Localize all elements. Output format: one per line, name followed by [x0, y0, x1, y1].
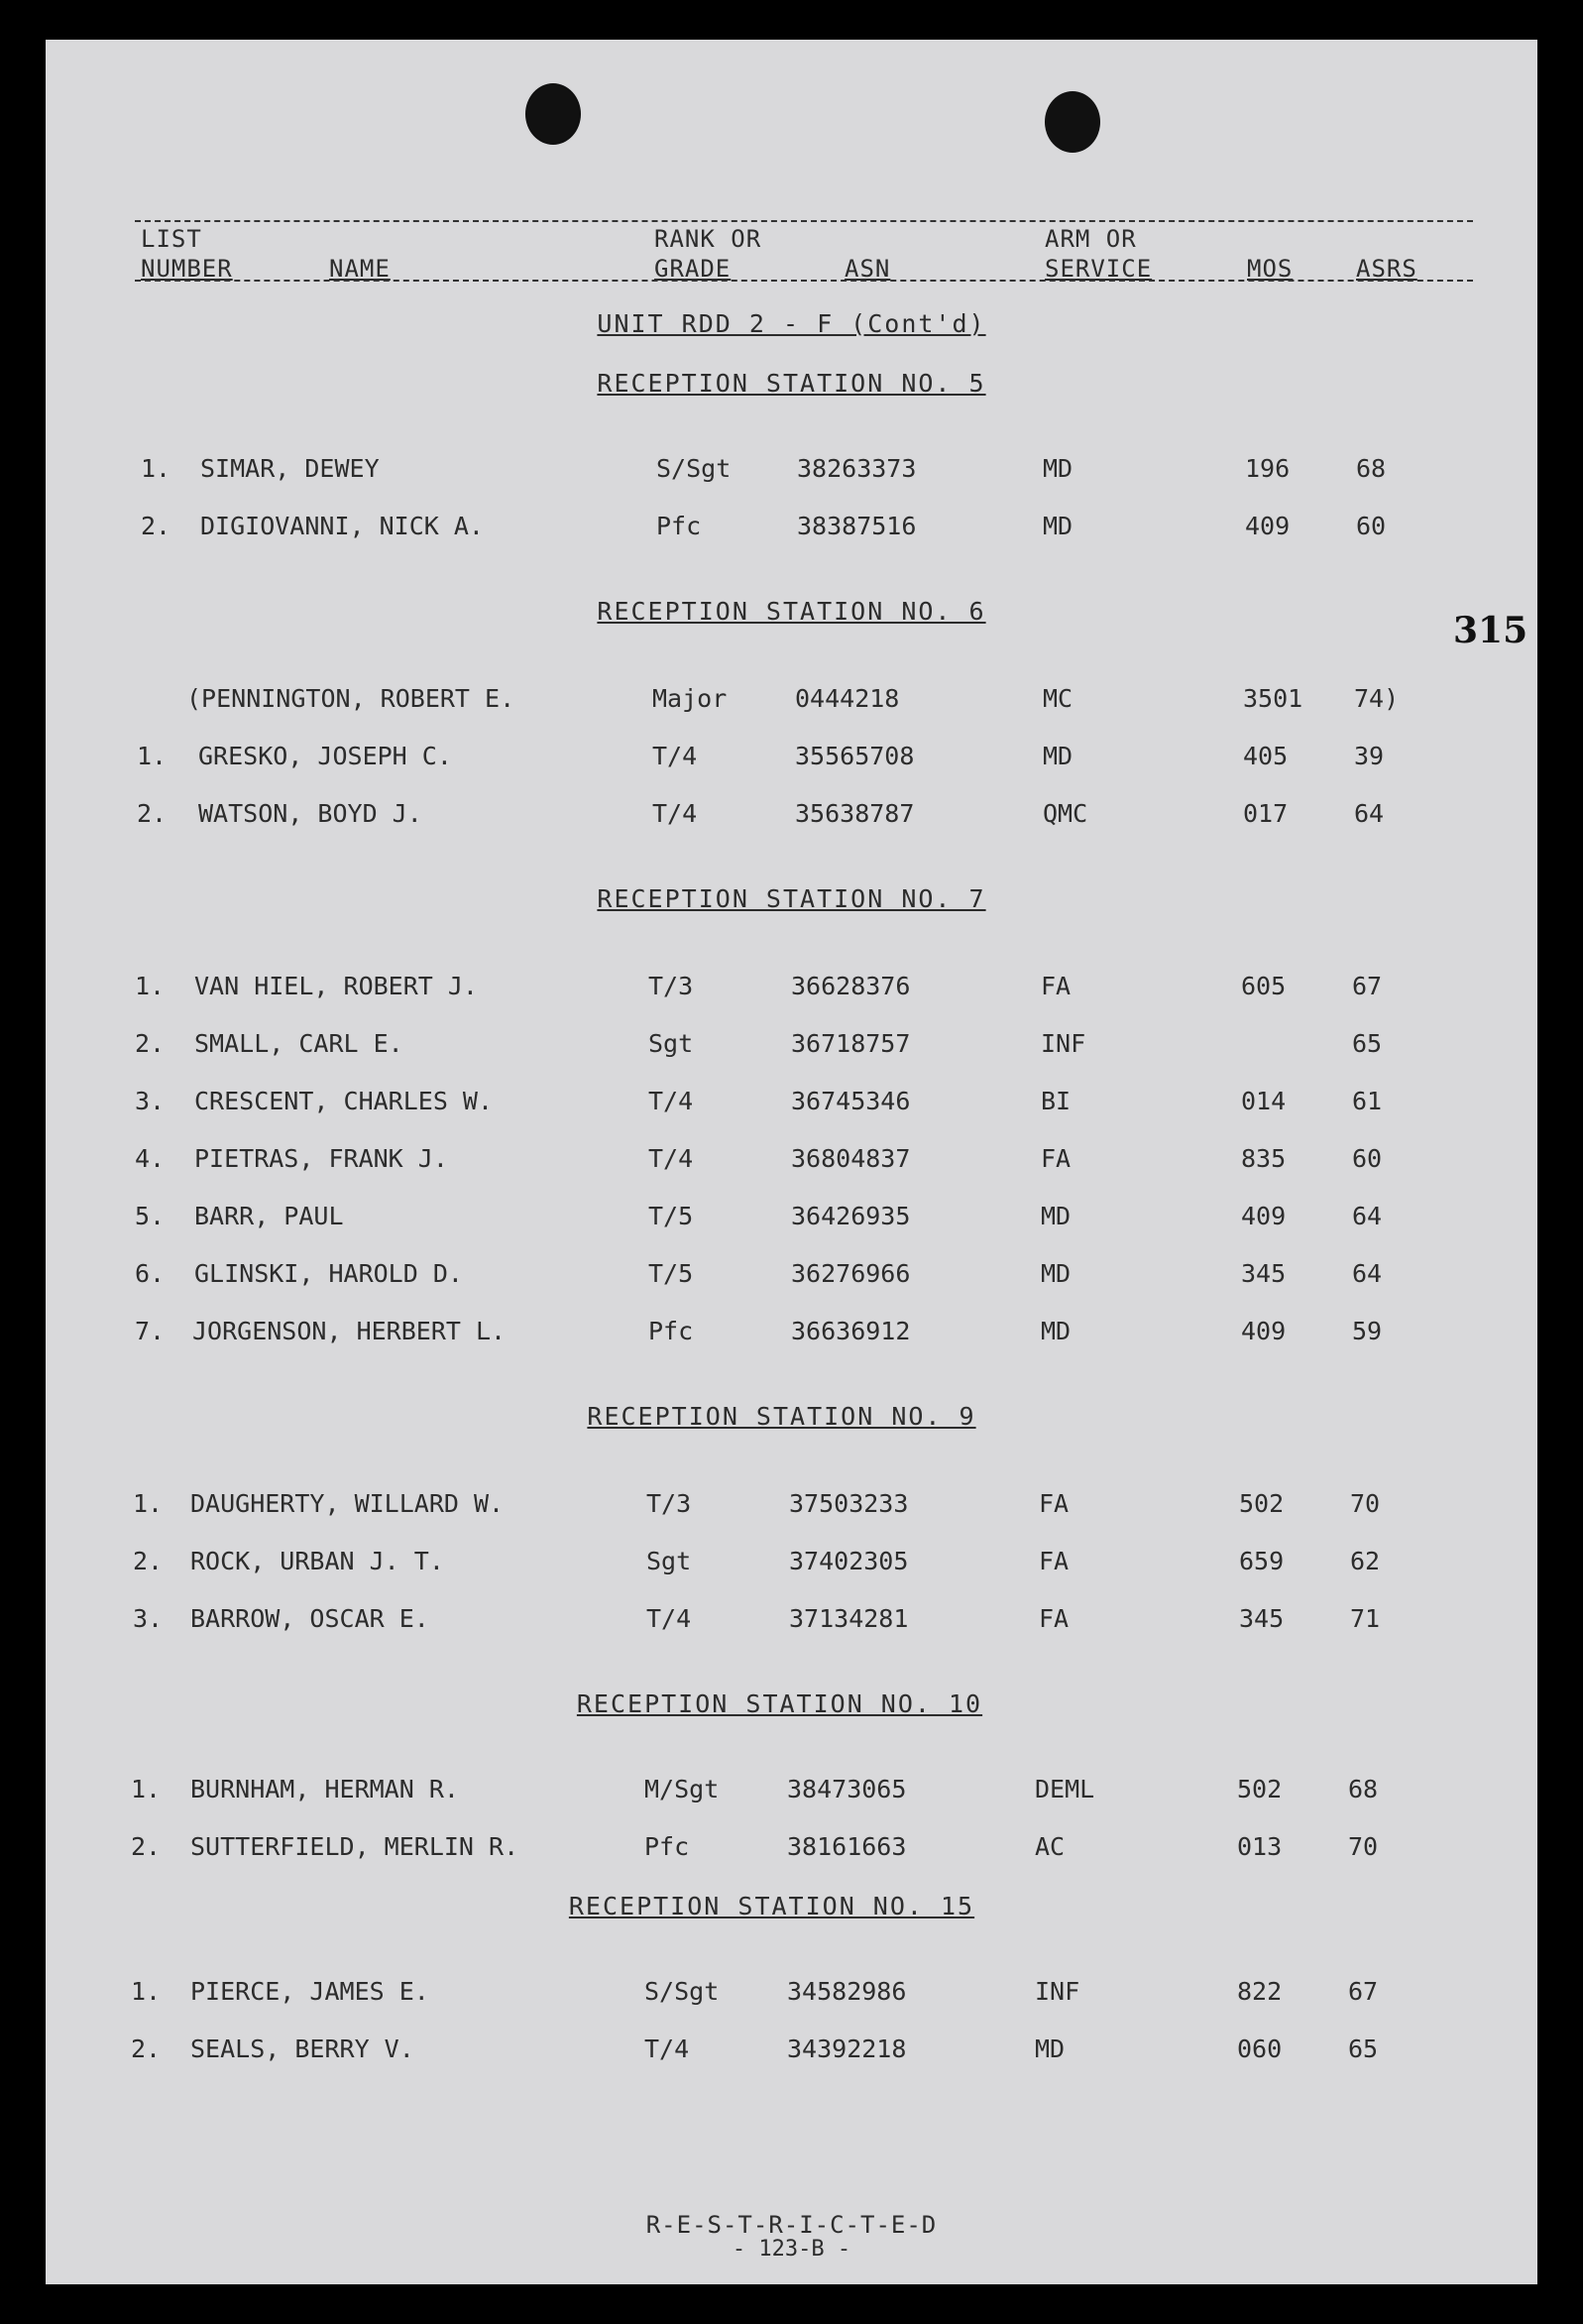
row-asn: 35565708 — [795, 742, 915, 770]
row-service: MC — [1043, 684, 1074, 713]
table-row — [46, 684, 1537, 718]
row-mos: 605 — [1241, 972, 1287, 1000]
row-grade: Sgt — [646, 1547, 692, 1575]
row-name: GRESKO, JOSEPH C. — [198, 742, 452, 770]
table-row — [46, 1029, 1537, 1063]
row-mos: 659 — [1239, 1547, 1285, 1575]
table-row — [46, 742, 1537, 775]
table-row — [46, 1832, 1537, 1866]
row-mos: 502 — [1237, 1775, 1283, 1803]
row-asn: 35638787 — [795, 799, 915, 828]
row-mos: 822 — [1237, 1977, 1283, 2006]
header-arm-or: ARM OR — [1045, 225, 1137, 253]
row-mos: 405 — [1243, 742, 1289, 770]
row-asrs: 70 — [1350, 1489, 1381, 1518]
table-row — [46, 1775, 1537, 1808]
row-asn: 36426935 — [791, 1202, 911, 1230]
punch-hole-right — [1045, 91, 1100, 153]
row-asn: 36636912 — [791, 1317, 911, 1345]
table-row — [46, 1317, 1537, 1350]
row-asrs: 60 — [1356, 512, 1387, 540]
row-asn: 36804837 — [791, 1144, 911, 1173]
header-name: NAME — [329, 255, 391, 283]
row-number: 1. — [133, 1489, 164, 1518]
row-service: FA — [1041, 1144, 1072, 1173]
row-grade: T/4 — [646, 1604, 692, 1633]
row-mos: 345 — [1239, 1604, 1285, 1633]
row-service: BI — [1041, 1087, 1072, 1115]
table-row — [46, 972, 1537, 1005]
row-asn: 37134281 — [789, 1604, 909, 1633]
row-mos: 013 — [1237, 1832, 1283, 1861]
row-grade: T/4 — [648, 1144, 694, 1173]
row-service: FA — [1039, 1489, 1070, 1518]
row-number: 7. — [135, 1317, 166, 1345]
row-number: 2. — [131, 1832, 162, 1861]
row-asn: 36745346 — [791, 1087, 911, 1115]
row-mos: 3501 — [1243, 684, 1303, 713]
row-service: FA — [1039, 1604, 1070, 1633]
row-number: 1. — [135, 972, 166, 1000]
row-name: BARROW, OSCAR E. — [190, 1604, 429, 1633]
row-grade: T/3 — [646, 1489, 692, 1518]
row-asn: 38263373 — [797, 454, 917, 483]
section-title: RECEPTION STATION NO. 6 — [597, 597, 986, 626]
row-name: (PENNINGTON, ROBERT E. — [186, 684, 515, 713]
page-number: 315 — [1453, 610, 1528, 651]
section-title: RECEPTION STATION NO. 10 — [576, 1689, 983, 1718]
row-service: INF — [1035, 1977, 1080, 2006]
row-number: 2. — [137, 799, 168, 828]
header-grade: GRADE — [654, 255, 732, 283]
row-grade: T/5 — [648, 1202, 694, 1230]
row-service: AC — [1035, 1832, 1066, 1861]
row-mos: 196 — [1245, 454, 1291, 483]
row-asn: 0444218 — [795, 684, 900, 713]
row-number: 6. — [135, 1259, 166, 1288]
row-asrs: 65 — [1348, 2034, 1379, 2063]
row-number: 1. — [137, 742, 168, 770]
row-mos: 060 — [1237, 2034, 1283, 2063]
row-name: DAUGHERTY, WILLARD W. — [190, 1489, 505, 1518]
row-asrs: 61 — [1352, 1087, 1383, 1115]
row-service: MD — [1043, 512, 1074, 540]
document-page — [46, 40, 1537, 2284]
row-asrs: 67 — [1348, 1977, 1379, 2006]
row-number: 2. — [131, 2034, 162, 2063]
row-service: INF — [1041, 1029, 1086, 1058]
row-number: 2. — [135, 1029, 166, 1058]
row-grade: T/4 — [644, 2034, 690, 2063]
row-asrs: 39 — [1354, 742, 1385, 770]
row-name: ROCK, URBAN J. T. — [190, 1547, 444, 1575]
row-number: 1. — [141, 454, 171, 483]
row-name: JORGENSON, HERBERT L. — [192, 1317, 507, 1345]
footer-classification: R-E-S-T-R-I-C-T-E-D — [645, 2211, 938, 2239]
header-asrs: ASRS — [1356, 255, 1417, 283]
row-asn: 37503233 — [789, 1489, 909, 1518]
row-number: 2. — [141, 512, 171, 540]
table-row — [46, 1489, 1537, 1523]
table-row — [46, 1144, 1537, 1178]
row-grade: M/Sgt — [644, 1775, 720, 1803]
row-service: MD — [1041, 1259, 1072, 1288]
row-asrs: 64 — [1352, 1259, 1383, 1288]
section-title: RECEPTION STATION NO. 7 — [597, 884, 986, 913]
table-row — [46, 2034, 1537, 2068]
row-service: FA — [1041, 972, 1072, 1000]
row-grade: Pfc — [656, 512, 702, 540]
row-mos: 409 — [1241, 1317, 1287, 1345]
row-name: DIGIOVANNI, NICK A. — [200, 512, 484, 540]
header-bottom-rule — [135, 280, 1473, 282]
row-asrs: 67 — [1352, 972, 1383, 1000]
row-grade: Pfc — [648, 1317, 694, 1345]
row-name: BURNHAM, HERMAN R. — [190, 1775, 459, 1803]
row-number: 5. — [135, 1202, 166, 1230]
row-name: SMALL, CARL E. — [194, 1029, 403, 1058]
header-mos: MOS — [1247, 255, 1294, 283]
row-service: MD — [1035, 2034, 1066, 2063]
row-service: DEML — [1035, 1775, 1095, 1803]
row-asrs: 74) — [1354, 684, 1400, 713]
table-row — [46, 512, 1537, 545]
row-grade: T/5 — [648, 1259, 694, 1288]
row-asn: 38387516 — [797, 512, 917, 540]
row-mos: 014 — [1241, 1087, 1287, 1115]
row-service: MD — [1041, 1202, 1072, 1230]
row-asn: 36628376 — [791, 972, 911, 1000]
row-asn: 34392218 — [787, 2034, 907, 2063]
row-mos: 835 — [1241, 1144, 1287, 1173]
table-row — [46, 1547, 1537, 1580]
row-asn: 36718757 — [791, 1029, 911, 1058]
row-name: SIMAR, DEWEY — [200, 454, 380, 483]
row-number: 3. — [135, 1087, 166, 1115]
table-row — [46, 1977, 1537, 2011]
row-number: 2. — [133, 1547, 164, 1575]
row-name: SUTTERFIELD, MERLIN R. — [190, 1832, 519, 1861]
row-asn: 36276966 — [791, 1259, 911, 1288]
table-row — [46, 1202, 1537, 1235]
row-grade: T/4 — [648, 1087, 694, 1115]
row-asrs: 68 — [1348, 1775, 1379, 1803]
row-name: CRESCENT, CHARLES W. — [194, 1087, 494, 1115]
row-asrs: 64 — [1352, 1202, 1383, 1230]
row-mos: 502 — [1239, 1489, 1285, 1518]
section-title: RECEPTION STATION NO. 5 — [597, 369, 986, 398]
header-list: LIST — [141, 225, 202, 253]
table-row — [46, 799, 1537, 833]
header-top-rule — [135, 220, 1473, 222]
row-asn: 38161663 — [787, 1832, 907, 1861]
row-asn: 34582986 — [787, 1977, 907, 2006]
header-service: SERVICE — [1045, 255, 1153, 283]
row-name: GLINSKI, HAROLD D. — [194, 1259, 463, 1288]
section-title: RECEPTION STATION NO. 9 — [587, 1402, 976, 1431]
unit-title: UNIT RDD 2 - F (Cont'd) — [597, 309, 986, 338]
row-mos: 409 — [1245, 512, 1291, 540]
row-name: PIETRAS, FRANK J. — [194, 1144, 448, 1173]
row-asrs: 62 — [1350, 1547, 1381, 1575]
table-row — [46, 1087, 1537, 1120]
row-service: MD — [1041, 1317, 1072, 1345]
row-asrs: 59 — [1352, 1317, 1383, 1345]
row-asrs: 71 — [1350, 1604, 1381, 1633]
row-name: VAN HIEL, ROBERT J. — [194, 972, 478, 1000]
row-asrs: 70 — [1348, 1832, 1379, 1861]
row-grade: S/Sgt — [644, 1977, 720, 2006]
row-grade: T/4 — [652, 742, 698, 770]
row-grade: S/Sgt — [656, 454, 732, 483]
row-name: BARR, PAUL — [194, 1202, 344, 1230]
header-asn: ASN — [845, 255, 891, 283]
row-service: FA — [1039, 1547, 1070, 1575]
header-rank-or: RANK OR — [654, 225, 762, 253]
row-name: SEALS, BERRY V. — [190, 2034, 414, 2063]
table-row — [46, 1259, 1537, 1293]
row-mos: 017 — [1243, 799, 1289, 828]
row-number: 1. — [131, 1977, 162, 2006]
row-asn: 37402305 — [789, 1547, 909, 1575]
row-name: PIERCE, JAMES E. — [190, 1977, 429, 2006]
row-grade: Sgt — [648, 1029, 694, 1058]
row-asn: 38473065 — [787, 1775, 907, 1803]
row-asrs: 68 — [1356, 454, 1387, 483]
table-row — [46, 454, 1537, 488]
row-mos: 409 — [1241, 1202, 1287, 1230]
section-title: RECEPTION STATION NO. 15 — [568, 1892, 975, 1920]
row-number: 1. — [131, 1775, 162, 1803]
row-grade: T/3 — [648, 972, 694, 1000]
row-name: WATSON, BOYD J. — [198, 799, 422, 828]
row-service: MD — [1043, 454, 1074, 483]
row-grade: Pfc — [644, 1832, 690, 1861]
row-mos: 345 — [1241, 1259, 1287, 1288]
row-asrs: 65 — [1352, 1029, 1383, 1058]
row-number: 4. — [135, 1144, 166, 1173]
row-service: QMC — [1043, 799, 1088, 828]
row-asrs: 60 — [1352, 1144, 1383, 1173]
row-grade: T/4 — [652, 799, 698, 828]
header-number: NUMBER — [141, 255, 233, 283]
row-grade: Major — [652, 684, 728, 713]
row-service: MD — [1043, 742, 1074, 770]
row-number: 3. — [133, 1604, 164, 1633]
row-asrs: 64 — [1354, 799, 1385, 828]
footer-page-ref: - 123-B - — [732, 2237, 851, 2262]
table-row — [46, 1604, 1537, 1638]
punch-hole-left — [525, 83, 581, 145]
